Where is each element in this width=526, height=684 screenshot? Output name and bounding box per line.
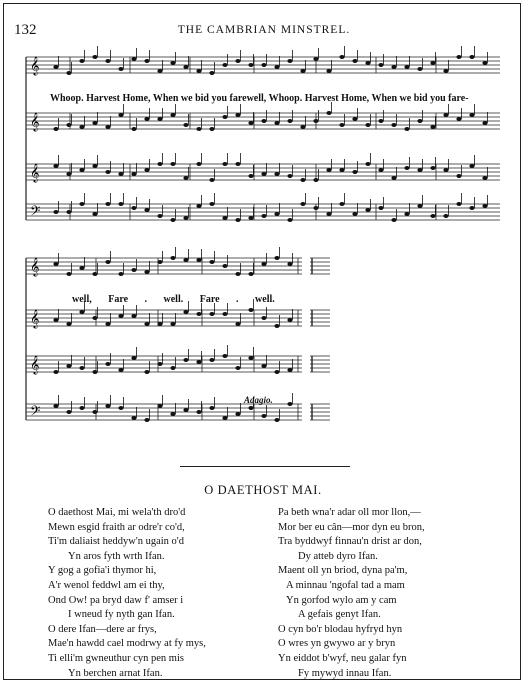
note-head	[274, 212, 279, 216]
note-head	[53, 318, 58, 322]
note-head	[261, 214, 266, 218]
note-head	[131, 314, 136, 318]
note-head	[53, 127, 58, 131]
note-head	[235, 113, 240, 117]
note-head	[79, 406, 84, 410]
verse-line: Y gog a gofia'i thymor hi,	[48, 565, 157, 577]
note-head	[326, 212, 331, 216]
note-head	[235, 59, 240, 63]
note-head	[66, 123, 71, 127]
note-head	[131, 268, 136, 272]
verse-line: Yn aros fyth wrth Ifan.	[68, 550, 165, 562]
note-head	[209, 178, 214, 182]
note-head	[144, 370, 149, 374]
note-head	[391, 176, 396, 180]
clef-icon: 𝄞	[30, 257, 40, 276]
note-head	[261, 172, 266, 176]
note-head	[196, 69, 201, 73]
note-head	[482, 121, 487, 125]
note-head	[456, 174, 461, 178]
note-head	[248, 406, 253, 410]
note-head	[196, 410, 201, 414]
note-head	[170, 322, 175, 326]
note-head	[235, 218, 240, 222]
note-head	[144, 59, 149, 63]
verse-line: A'r wenol feddwl am ei thy,	[48, 579, 165, 591]
note-head	[248, 272, 253, 276]
note-head	[378, 168, 383, 172]
note-head	[469, 55, 474, 59]
note-head	[235, 162, 240, 166]
note-head	[365, 208, 370, 212]
note-head	[248, 174, 253, 178]
note-head	[261, 262, 266, 266]
verse-line: Yn eiddot b'wyf, neu galar fyn	[278, 652, 407, 664]
note-head	[170, 162, 175, 166]
note-head	[391, 123, 396, 127]
clef-icon: 𝄢	[30, 403, 41, 422]
verse-line: I wneud fy nyth gan Ifan.	[68, 609, 175, 621]
note-head	[66, 71, 71, 75]
note-head	[183, 358, 188, 362]
verse-line: Pa beth wna'r adar oll mor llon,—	[278, 507, 421, 518]
verse-line: Mor ber eu cân—mor dyn eu bron,	[278, 521, 425, 533]
note-head	[222, 264, 227, 268]
note-head	[170, 218, 175, 222]
note-head	[131, 206, 136, 210]
note-head	[144, 418, 149, 422]
verse-line: Ti'm daliaist heddyw'n ugain o'd	[48, 536, 184, 548]
note-head	[469, 164, 474, 168]
note-head	[144, 168, 149, 172]
tempo-marking: Adagio.	[244, 395, 273, 405]
lyric-line-1: Whoop. Harvest Home, When we bid you farewell, Whoop. Harvest Home, When we bid you fare-	[50, 93, 469, 104]
note-head	[131, 57, 136, 61]
note-head	[222, 312, 227, 316]
running-head: THE CAMBRIAN MINSTREL.	[177, 24, 351, 36]
note-head	[183, 310, 188, 314]
note-head	[66, 364, 71, 368]
note-head	[105, 170, 110, 174]
note-head	[417, 67, 422, 71]
note-head	[66, 210, 71, 214]
page-number: 132	[14, 22, 37, 38]
note-head	[469, 113, 474, 117]
clef-icon: 𝄞	[30, 112, 40, 131]
song-title: O DAETHOST MAI.	[204, 483, 322, 497]
note-head	[235, 412, 240, 416]
note-head	[105, 404, 110, 408]
note-head	[261, 364, 266, 368]
note-head	[482, 61, 487, 65]
note-head	[287, 218, 292, 222]
verse-line: Ti elli'm gwneuthur cyn pen mis	[48, 652, 184, 664]
note-head	[378, 206, 383, 210]
note-head	[430, 214, 435, 218]
note-head	[391, 65, 396, 69]
note-head	[365, 162, 370, 166]
note-head	[300, 202, 305, 206]
note-head	[482, 176, 487, 180]
note-head	[105, 125, 110, 129]
note-head	[66, 272, 71, 276]
note-head	[105, 322, 110, 326]
note-head	[157, 214, 162, 218]
note-head	[92, 164, 97, 168]
note-head	[261, 119, 266, 123]
clef-icon: 𝄞	[30, 163, 40, 182]
note-head	[196, 162, 201, 166]
verse-line: Fy mywyd innau Ifan.	[298, 667, 392, 679]
note-head	[235, 272, 240, 276]
note-head	[118, 113, 123, 117]
note-head	[53, 164, 58, 168]
note-head	[287, 368, 292, 372]
note-head	[339, 202, 344, 206]
note-head	[131, 416, 136, 420]
note-head	[209, 71, 214, 75]
verse-line: A minnau 'ngofal tad a mam	[286, 579, 405, 591]
note-head	[209, 358, 214, 362]
note-head	[105, 59, 110, 63]
note-head	[209, 312, 214, 316]
note-head	[118, 368, 123, 372]
note-head	[92, 316, 97, 320]
note-head	[417, 168, 422, 172]
note-head	[287, 262, 292, 266]
note-head	[469, 206, 474, 210]
note-head	[79, 59, 84, 63]
note-head	[209, 127, 214, 131]
note-head	[365, 61, 370, 65]
note-head	[339, 168, 344, 172]
note-head	[183, 176, 188, 180]
clef-icon: 𝄞	[30, 56, 40, 75]
note-head	[196, 312, 201, 316]
note-head	[222, 63, 227, 67]
note-head	[92, 55, 97, 59]
note-head	[105, 202, 110, 206]
note-head	[79, 310, 84, 314]
note-head	[404, 166, 409, 170]
note-head	[131, 127, 136, 131]
clef-icon: 𝄢	[30, 203, 41, 222]
note-head	[326, 69, 331, 73]
verse-column-left	[48, 506, 206, 681]
note-head	[443, 69, 448, 73]
note-head	[170, 256, 175, 260]
note-head	[378, 119, 383, 123]
verse-column-right	[278, 506, 425, 681]
note-head	[339, 55, 344, 59]
note-head	[131, 172, 136, 176]
note-head	[300, 125, 305, 129]
note-head	[183, 258, 188, 262]
verse-line: A gefais genyt Ifan.	[298, 609, 381, 621]
note-head	[417, 119, 422, 123]
note-head	[300, 69, 305, 73]
note-head	[92, 410, 97, 414]
note-head	[430, 61, 435, 65]
note-head	[144, 270, 149, 274]
verse-line: Ond Ow! pa bryd daw f' amser i	[48, 594, 184, 606]
note-head	[222, 115, 227, 119]
note-head	[79, 202, 84, 206]
note-head	[209, 260, 214, 264]
note-head	[157, 162, 162, 166]
note-head	[352, 117, 357, 121]
note-head	[352, 59, 357, 63]
note-head	[196, 360, 201, 364]
note-head	[287, 174, 292, 178]
note-head	[118, 406, 123, 410]
note-head	[287, 59, 292, 63]
note-head	[170, 412, 175, 416]
note-head	[274, 172, 279, 176]
note-head	[274, 256, 279, 260]
verse-line: Mewn esgid fraith ar odre'r co'd,	[48, 521, 185, 533]
note-head	[352, 212, 357, 216]
section-rule	[180, 466, 350, 467]
note-head	[79, 125, 84, 129]
note-head	[92, 272, 97, 276]
note-head	[144, 322, 149, 326]
verse-line: O dere Ifan—dere ar frys,	[48, 623, 157, 635]
verse-line: Yn berchen arnat Ifan.	[68, 667, 163, 679]
note-head	[417, 204, 422, 208]
verse-line: Mae'n hawdd cael modrwy at fy mys,	[48, 638, 206, 650]
note-head	[144, 208, 149, 212]
note-head	[118, 202, 123, 206]
note-head	[287, 119, 292, 123]
note-head	[170, 113, 175, 117]
note-head	[274, 121, 279, 125]
note-head	[274, 65, 279, 69]
note-head	[287, 402, 292, 406]
note-head	[183, 408, 188, 412]
note-head	[391, 218, 396, 222]
note-head	[404, 127, 409, 131]
note-head	[248, 121, 253, 125]
note-head	[443, 113, 448, 117]
note-head	[118, 314, 123, 318]
note-head	[209, 202, 214, 206]
verse-line: O daethost Mai, mi wela'th dro'd	[48, 507, 186, 518]
note-head	[235, 322, 240, 326]
note-head	[274, 418, 279, 422]
note-head	[300, 178, 305, 182]
verse-line: Maent oll yn briod, dyna pa'm,	[278, 565, 408, 577]
note-head	[183, 123, 188, 127]
note-head	[170, 61, 175, 65]
note-head	[222, 162, 227, 166]
note-head	[157, 69, 162, 73]
verse-line: O wres yn gwywo ar y bryn	[278, 638, 396, 650]
note-head	[443, 168, 448, 172]
note-head	[209, 406, 214, 410]
note-head	[248, 356, 253, 360]
note-head	[274, 370, 279, 374]
verse-line: Yn gorfod wylo am y cam	[286, 594, 397, 606]
note-head	[352, 170, 357, 174]
note-head	[53, 65, 58, 69]
note-head	[79, 366, 84, 370]
note-head	[443, 214, 448, 218]
note-head	[261, 414, 266, 418]
note-head	[183, 216, 188, 220]
note-head	[248, 308, 253, 312]
note-head	[378, 63, 383, 67]
note-head	[430, 166, 435, 170]
note-head	[261, 63, 266, 67]
note-head	[235, 366, 240, 370]
note-head	[482, 204, 487, 208]
note-head	[365, 123, 370, 127]
note-head	[66, 172, 71, 176]
note-head	[248, 63, 253, 67]
note-head	[105, 362, 110, 366]
note-head	[430, 125, 435, 129]
clef-icon: 𝄞	[30, 309, 40, 328]
note-head	[66, 410, 71, 414]
clef-icon: 𝄞	[30, 355, 40, 374]
note-head	[326, 111, 331, 115]
note-head	[196, 127, 201, 131]
note-head	[456, 202, 461, 206]
note-head	[326, 168, 331, 172]
note-head	[404, 65, 409, 69]
verse-line: Tra byddwyf finnau'n drist ar don,	[278, 536, 422, 548]
note-head	[53, 370, 58, 374]
note-head	[456, 117, 461, 121]
note-head	[66, 322, 71, 326]
note-head	[118, 67, 123, 71]
note-head	[92, 121, 97, 125]
note-head	[456, 55, 461, 59]
note-head	[404, 212, 409, 216]
note-head	[92, 370, 97, 374]
lyric-line-2: well, Fare . well. Fare . well.	[72, 294, 275, 305]
note-head	[339, 123, 344, 127]
note-head	[53, 404, 58, 408]
note-head	[274, 324, 279, 328]
note-head	[131, 356, 136, 360]
note-head	[196, 204, 201, 208]
note-head	[183, 65, 188, 69]
note-head	[118, 172, 123, 176]
note-head	[222, 354, 227, 358]
note-head	[248, 216, 253, 220]
note-head	[79, 168, 84, 172]
note-head	[118, 272, 123, 276]
note-head	[53, 210, 58, 214]
note-head	[196, 258, 201, 262]
note-head	[53, 262, 58, 266]
note-head	[222, 216, 227, 220]
note-head	[157, 117, 162, 121]
note-head	[79, 266, 84, 270]
note-head	[261, 316, 266, 320]
note-head	[222, 416, 227, 420]
verse-line: Dy atteb dyro Ifan.	[298, 550, 378, 562]
note-head	[287, 318, 292, 322]
note-head	[92, 212, 97, 216]
note-head	[170, 366, 175, 370]
verse-line: O cyn bo'r blodau hyfryd hyn	[278, 623, 403, 635]
note-head	[144, 117, 149, 121]
note-head	[105, 260, 110, 264]
